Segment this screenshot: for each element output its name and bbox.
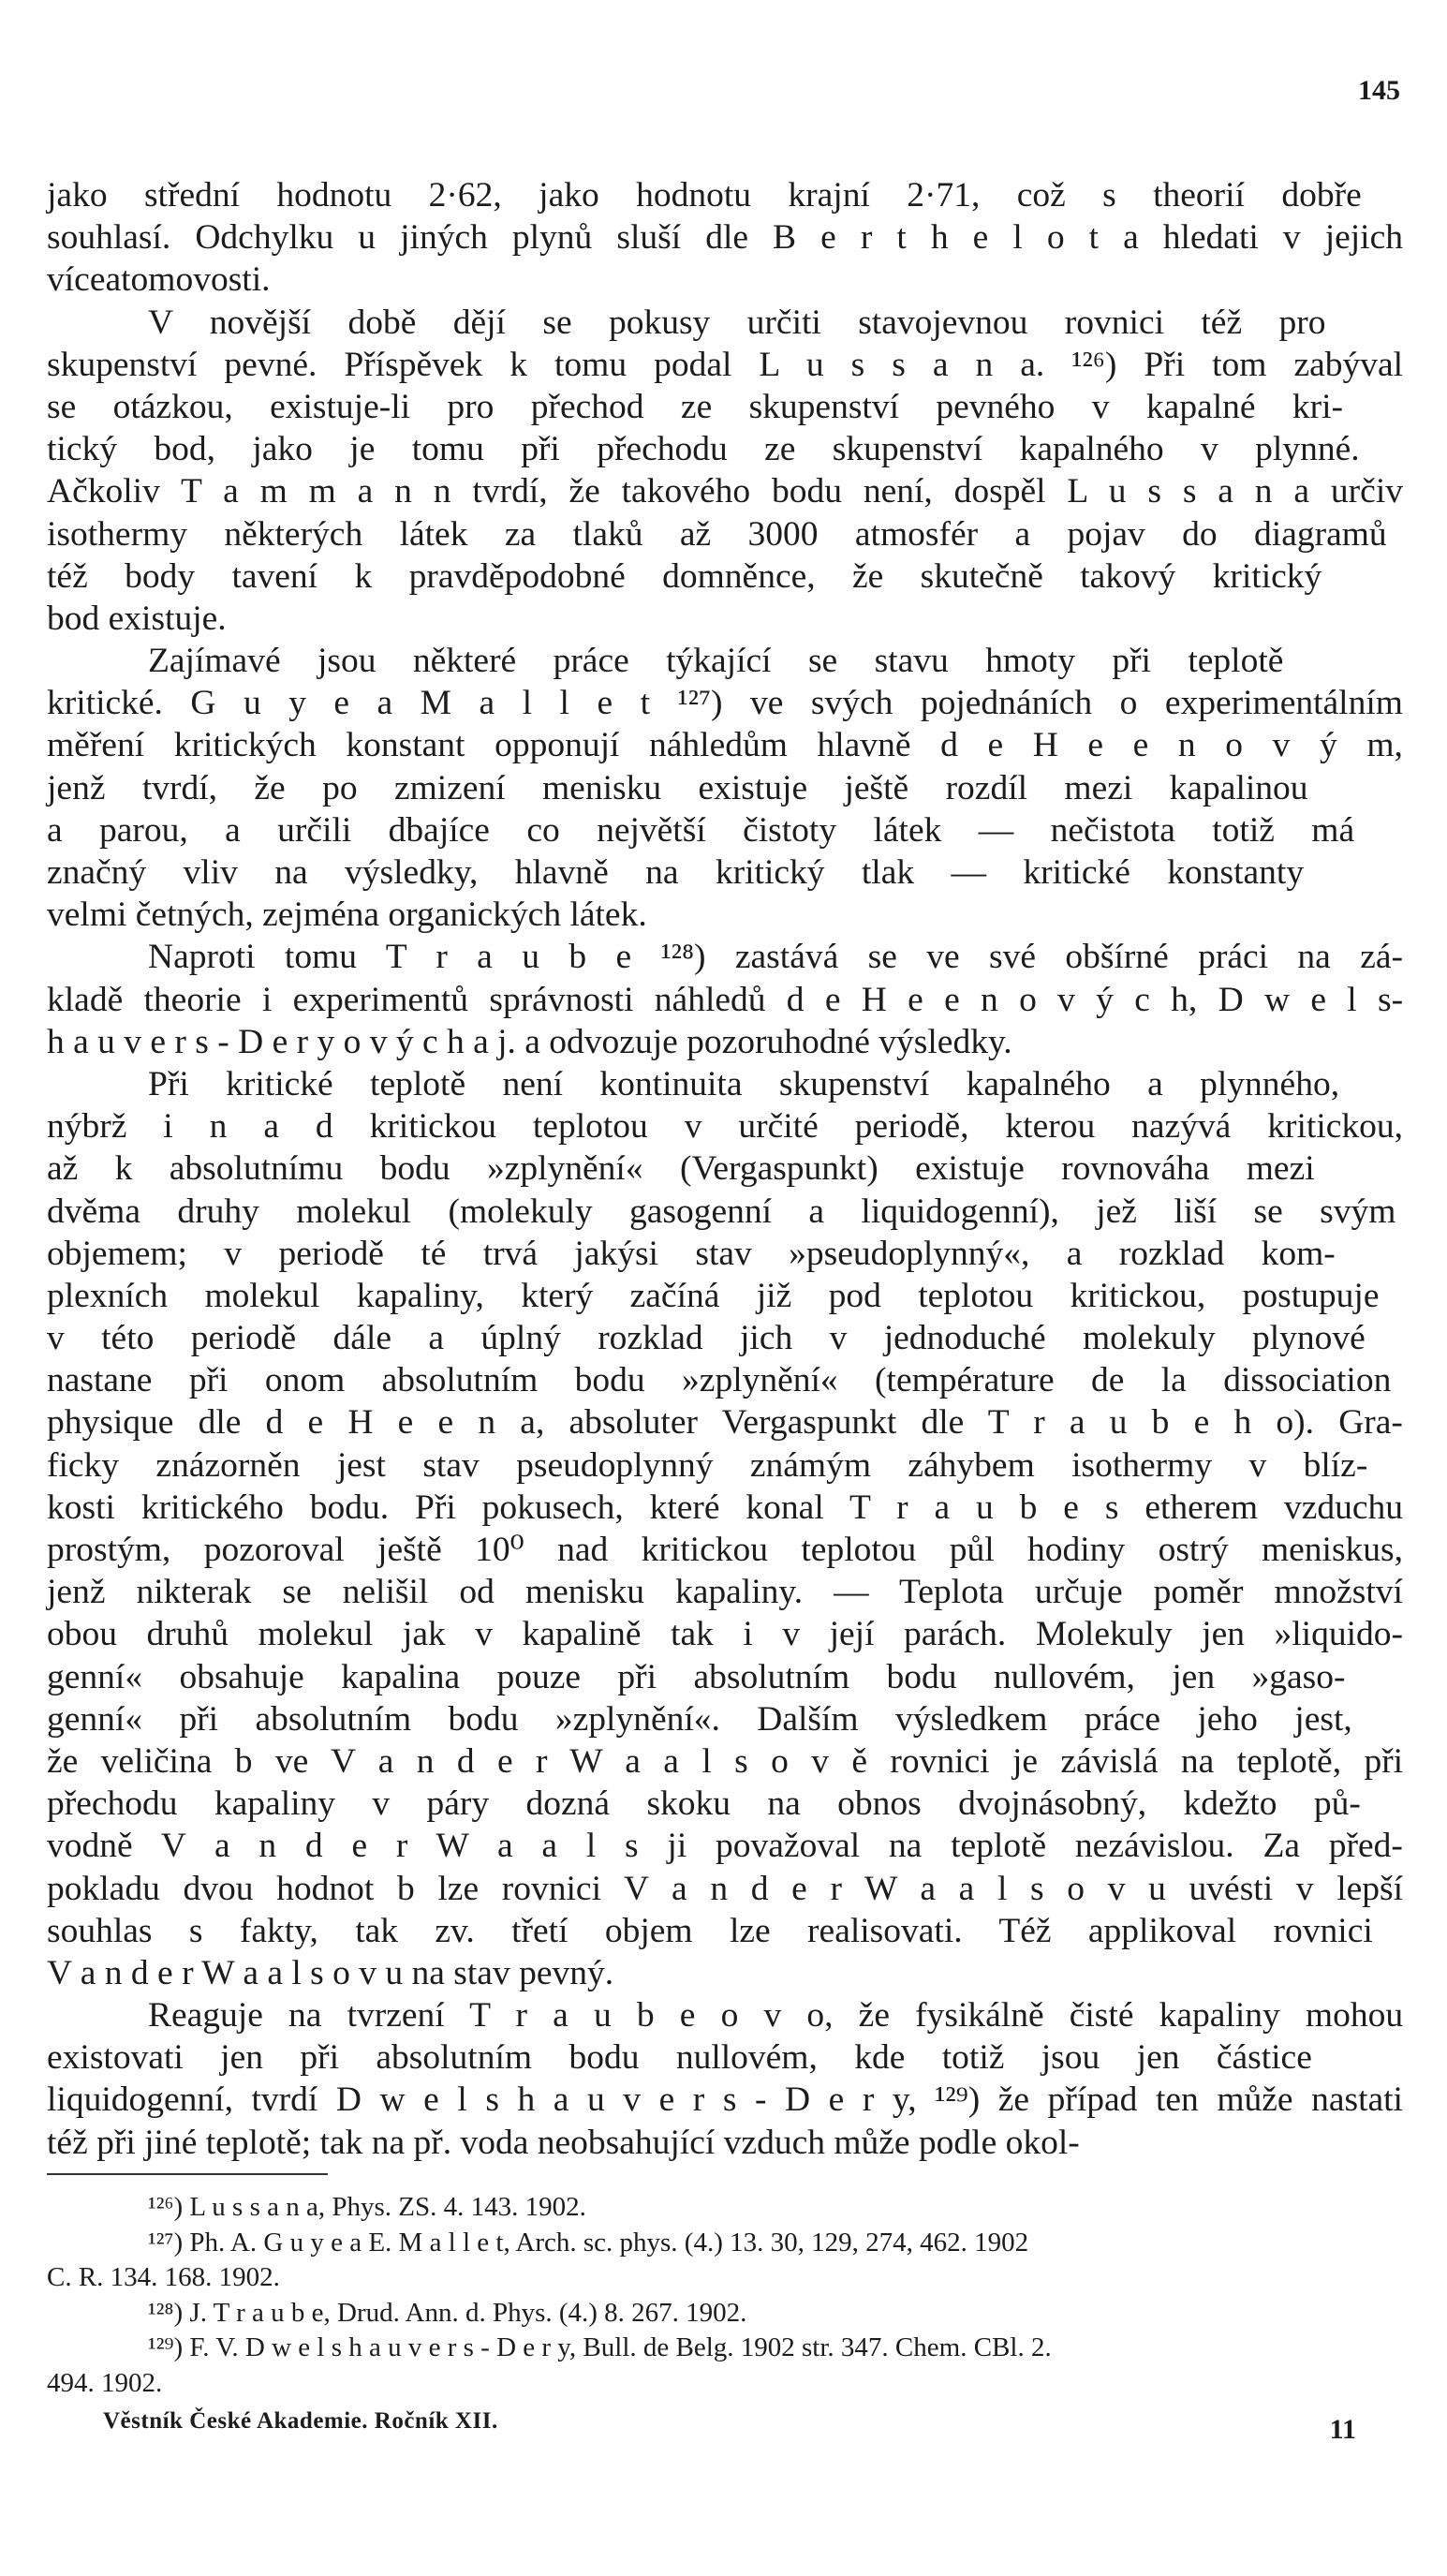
text-line: ficky znázorněn jest stav pseudoplynný známým záhybem isothermy v blíz- (47, 1445, 1368, 1485)
text-line: h a u v e r s - D e r y o v ý c h a j. a odvozuje pozoruhodné výsledky. (47, 1022, 1012, 1061)
footnotes (47, 2190, 1403, 2401)
body-text (47, 174, 1403, 2164)
footnote-continuation: C. R. 134. 168. 1902. (47, 2262, 280, 2292)
text-line: nýbrž i n a d kritickou teplotou v určité periodě, kterou nazývá kritickou, (47, 1107, 1404, 1147)
text-line: značný vliv na výsledky, hlavně na kritický tlak — kritické konstanty (47, 853, 1305, 892)
text-line: Reaguje na tvrzení T r a u b e o v o, že fysikálně čisté kapaliny mohou (148, 1996, 1404, 2036)
text-line: se otázkou, existuje-li pro přechod ze skupenství pevného v kapalné kri- (47, 387, 1344, 426)
text-line: a parou, a určili dbajíce co největší čistoty látek — nečistota totiž má (47, 810, 1355, 850)
text-line: pokladu dvou hodnot b lze rovnici V a n d e r W a a l s o v u uvésti v lepší (47, 1869, 1404, 1908)
footnote: ¹²⁷) Ph. A. G u y e a E. M a l l e t, Arch. sc. phys. (4.) 13. 30, 129, 274, 462. 1902 (148, 2227, 1029, 2258)
text-line: Při kritické teplotě není kontinuita skupenství kapalného a plynného, (148, 1064, 1340, 1103)
text-line: přechodu kapaliny v páry dozná skoku na obnos dvojnásobný, kdežto pů- (47, 1784, 1361, 1824)
text-line: v této periodě dále a úplný rozklad jich v jednoduché molekuly plynové (47, 1319, 1366, 1358)
text-line: že veličina b ve V a n d e r W a a l s o v ě rovnici je závislá na teplotě, při (47, 1741, 1404, 1781)
footnote-continuation: 494. 1902. (47, 2367, 163, 2398)
text-line: bod existuje. (47, 599, 227, 638)
text-line: Zajímavé jsou některé práce týkající se stavu hmoty při teplotě (148, 642, 1284, 681)
text-line: jenž tvrdí, že po zmizení menisku existuje ještě rozdíl mezi kapalinou (47, 768, 1308, 807)
text-line: skupenství pevné. Příspěvek k tomu podal L u s s a n a. ¹²⁶) Při tom zabýval (47, 345, 1404, 384)
text-line: prostým, pozoroval ještě 10⁰ nad kritickou teplotou půl hodiny ostrý meniskus, (47, 1531, 1404, 1569)
text-line: souhlasí. Odchylku u jiných plynů sluší dle B e r t h e l o t a hledati v jejich (47, 218, 1403, 258)
text-line: velmi četných, zejména organických látek. (47, 896, 647, 935)
footnote-separator (47, 2173, 328, 2175)
text-line: souhlas s fakty, tak zv. třetí objem lze realisovati. Též applikoval rovnici (47, 1911, 1373, 1950)
text-line: měření kritických konstant opponují náhledům hlavně d e H e e n o v ý m, (47, 726, 1403, 765)
text-line: V novější době dějí se pokusy určiti stavojevnou rovnici též pro (148, 303, 1326, 342)
text-line: vodně V a n d e r W a a l s ji považoval na teplotě nezávislou. Za před- (47, 1827, 1403, 1866)
footnote: ¹²⁹) F. V. D w e l s h a u v e r s - D e r y, Bull. de Belg. 1902 str. 347. Chem. CBl. 2. (148, 2332, 1052, 2362)
text-line: plexních molekul kapaliny, který začíná již pod teplotou kritickou, postupuje (47, 1276, 1380, 1315)
text-line: obou druhů molekul jak v kapalině tak i v její parách. Molekuly jen »liquido- (47, 1615, 1403, 1654)
text-line: jako střední hodnotu 2·62, jako hodnotu krajní 2·71, což s theorií dobře (47, 176, 1362, 215)
text-line: až k absolutnímu bodu »zplynění« (Vergaspunkt) existuje rovnováha mezi (47, 1149, 1315, 1189)
printer-signature: Věstník České Akademie. Ročník XII. (103, 2408, 498, 2434)
text-line: dvěma druhy molekul (molekuly gasogenní a liquidogenní), jež liší se svým (47, 1192, 1396, 1231)
text-line: objemem; v periodě té trvá jakýsi stav »pseudoplynný«, a rozklad kom- (47, 1234, 1336, 1273)
text-line: isothermy některých látek za tlaků až 3000 atmosfér a pojav do diagramů (47, 514, 1387, 554)
text-line: genní« při absolutním bodu »zplynění«. Dalším výsledkem práce jeho jest, (47, 1699, 1352, 1739)
footnote: ¹²⁸) J. T r a u b e, Drud. Ann. d. Phys. (4.) 8. 267. 1902. (148, 2297, 747, 2328)
text-line: též body tavení k pravděpodobné domněnce, že skutečně takový kritický (47, 556, 1322, 596)
page-footer (47, 2408, 1403, 2446)
text-line: V a n d e r W a a l s o v u na stav pevný. (47, 1953, 614, 1992)
page-number: 145 (1358, 75, 1400, 106)
text-line: kosti kritického bodu. Při pokusech, které konal T r a u b e s etherem vzduchu (47, 1488, 1404, 1527)
text-line: kladě theorie i experimentů správnosti náhledů d e H e e n o v ý c h, D w e l s- (47, 980, 1404, 1019)
footnote: ¹²⁶) L u s s a n a, Phys. ZS. 4. 143. 1902. (148, 2192, 586, 2222)
text-line: jenž nikterak se nelišil od menisku kapaliny. — Teplota určuje poměr množství (47, 1573, 1403, 1612)
text-line: nastane při onom absolutním bodu »zplynění« (température de la dissociation (47, 1361, 1392, 1400)
sheet-number: 11 (1329, 2414, 1356, 2445)
text-line: physique dle d e H e e n a, absoluter Vergaspunkt dle T r a u b e h o). Gra- (47, 1403, 1403, 1443)
text-line: tický bod, jako je tomu při přechodu ze skupenství kapalného v plynné. (47, 430, 1360, 469)
text-line: Ačkoliv T a m m a n n tvrdí, že takového bodu není, dospěl L u s s a n a určiv (47, 472, 1403, 511)
text-line: genní« obsahuje kapalina pouze při absolutním bodu nullovém, jen »gaso- (47, 1657, 1346, 1696)
text-line: liquidogenní, tvrdí D w e l s h a u v e r s - D e r y, ¹²⁹) že případ ten může nastati (47, 2080, 1403, 2120)
text-line: též při jiné teplotě; tak na př. voda neobsahující vzduch může podle okol- (47, 2123, 1080, 2162)
text-line: Naproti tomu T r a u b e ¹²⁸) zastává se ve své obšírné práci na zá- (148, 938, 1403, 977)
text-line: víceatomovosti. (47, 260, 271, 300)
text-line: kritické. G u y e a M a l l e t ¹²⁷) ve svých pojednáních o experimentálním (47, 684, 1403, 723)
text-line: existovati jen při absolutním bodu nullovém, kde totiž jsou jen částice (47, 2038, 1312, 2078)
